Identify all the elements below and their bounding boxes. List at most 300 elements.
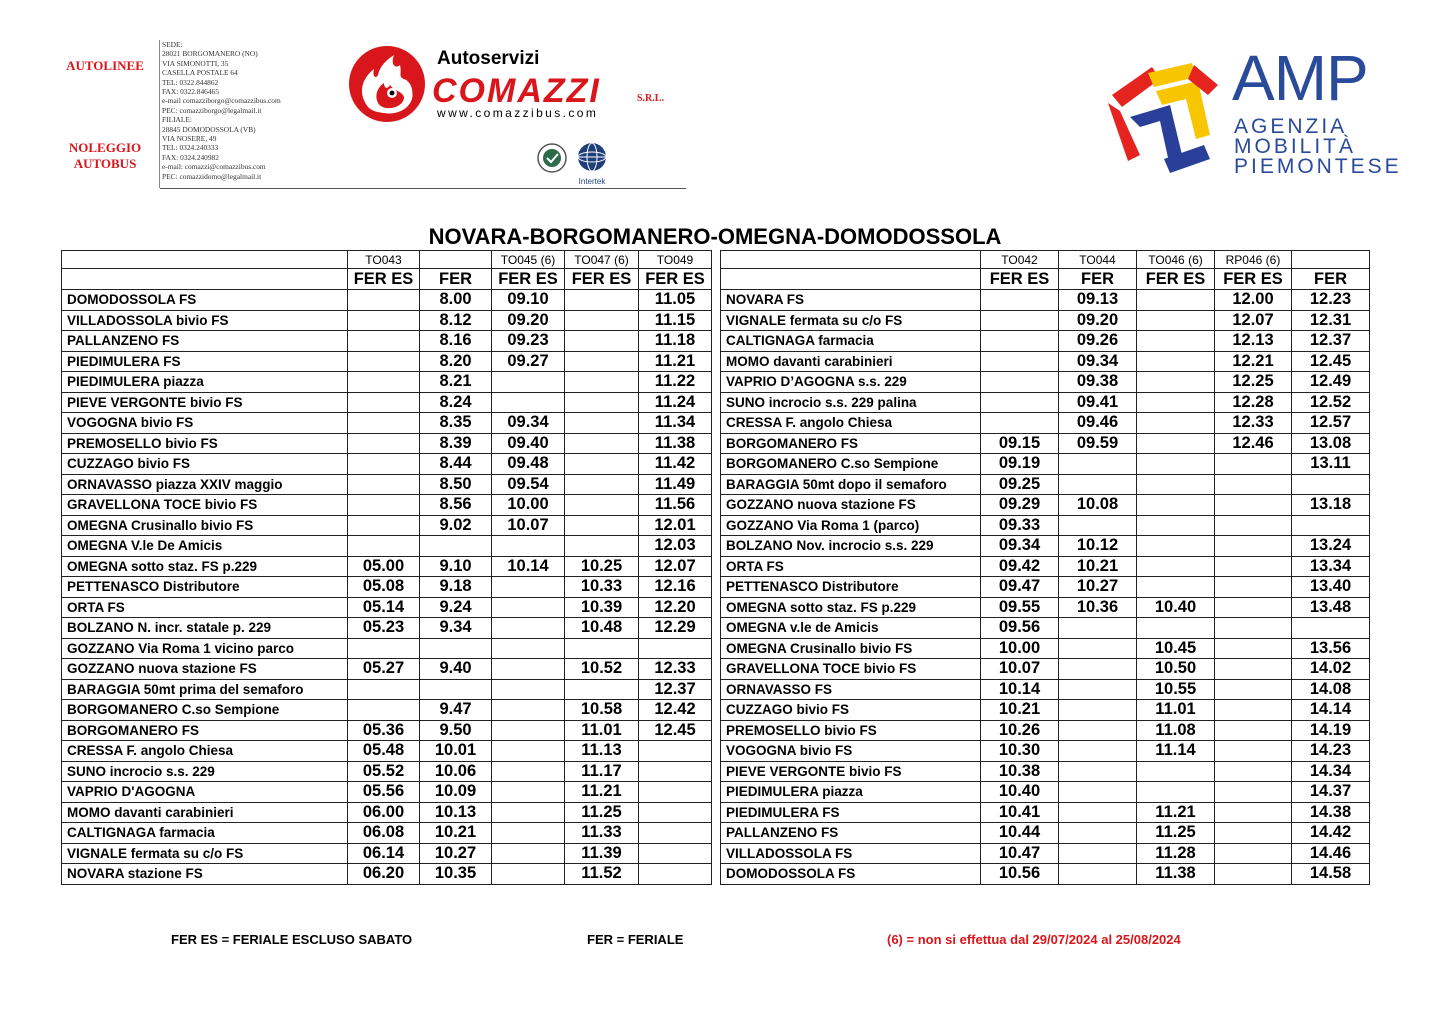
departure-time	[348, 331, 420, 352]
departure-time	[1215, 556, 1292, 577]
stop-name: BARAGGIA 50mt dopo il semaforo	[721, 474, 981, 495]
stop-name: BORGOMANERO C.so Sempione	[62, 700, 348, 721]
departure-time: 09.20	[492, 310, 565, 331]
departure-time: 10.44	[981, 823, 1059, 844]
stop-name: OMEGNA sotto staz. FS p.229	[721, 597, 981, 618]
departure-time	[981, 310, 1059, 331]
departure-time	[639, 741, 712, 762]
departure-time: 09.10	[492, 290, 565, 311]
departure-time: 9.40	[420, 659, 492, 680]
departure-time: 10.14	[492, 556, 565, 577]
table-row	[62, 495, 712, 516]
departure-time: 11.34	[639, 413, 712, 434]
departure-time: 06.14	[348, 843, 420, 864]
stop-header-blank	[62, 269, 348, 290]
departure-time: 10.26	[981, 720, 1059, 741]
departure-time: 13.48	[1292, 597, 1370, 618]
stop-name: ORTA FS	[62, 597, 348, 618]
departure-time	[492, 782, 565, 803]
departure-time: 14.34	[1292, 761, 1370, 782]
departure-time: 10.13	[420, 802, 492, 823]
departure-time	[492, 720, 565, 741]
company-services	[50, 40, 160, 190]
departure-time: 09.40	[492, 433, 565, 454]
departure-time	[492, 864, 565, 885]
departure-time: 11.38	[1137, 864, 1215, 885]
stop-name: OMEGNA Crusinallo bivio FS	[62, 515, 348, 536]
stop-name: BORGOMANERO C.so Sempione	[721, 454, 981, 475]
table-row	[62, 454, 712, 475]
departure-time	[1215, 515, 1292, 536]
departure-time	[1137, 372, 1215, 393]
stop-name: PIEDIMULERA piazza	[721, 782, 981, 803]
table-row	[721, 433, 1370, 454]
departure-time: 11.01	[1137, 700, 1215, 721]
address-line: 28845 DOMODOSSOLA (VB)	[162, 124, 256, 134]
stop-name: OMEGNA Crusinallo bivio FS	[721, 638, 981, 659]
departure-time	[1137, 577, 1215, 598]
departure-time	[565, 536, 639, 557]
departure-time: 10.21	[981, 700, 1059, 721]
stop-name: PIEVE VERGONTE bivio FS	[62, 392, 348, 413]
table-row	[721, 597, 1370, 618]
departure-time: 06.20	[348, 864, 420, 885]
stop-name: PALLANZENO FS	[721, 823, 981, 844]
departure-time: 05.23	[348, 618, 420, 639]
stop-header-blank	[62, 251, 348, 269]
stop-name: VILLADOSSOLA bivio FS	[62, 310, 348, 331]
departure-time: 05.27	[348, 659, 420, 680]
departure-time	[1215, 495, 1292, 516]
table-row	[721, 700, 1370, 721]
departure-time	[1137, 351, 1215, 372]
table-row	[62, 372, 712, 393]
stop-name: CRESSA F. angolo Chiesa	[62, 741, 348, 762]
departure-time	[1059, 659, 1137, 680]
departure-time	[1059, 782, 1137, 803]
departure-time: 14.38	[1292, 802, 1370, 823]
departure-time	[1215, 577, 1292, 598]
table-row	[62, 433, 712, 454]
departure-time: 10.25	[565, 556, 639, 577]
stop-name: PETTENASCO Distributore	[62, 577, 348, 598]
departure-time: 12.16	[639, 577, 712, 598]
departure-time: 10.21	[1059, 556, 1137, 577]
departure-time	[1137, 618, 1215, 639]
departure-time: 10.56	[981, 864, 1059, 885]
autobus-label: AUTOBUS	[73, 156, 137, 171]
table-row	[62, 823, 712, 844]
departure-time: 09.27	[492, 351, 565, 372]
stop-name: PIEDIMULERA FS	[721, 802, 981, 823]
departure-time: 09.41	[1059, 392, 1137, 413]
stop-name: CALTIGNAGA farmacia	[62, 823, 348, 844]
departure-time	[1215, 700, 1292, 721]
departure-time: 10.06	[420, 761, 492, 782]
stop-name: ORNAVASSO FS	[721, 679, 981, 700]
day-type: FER	[1059, 269, 1137, 290]
departure-time	[1215, 659, 1292, 680]
departure-time: 10.58	[565, 700, 639, 721]
address-line: TEL: 0324.240333	[162, 143, 219, 153]
address-line: SEDE:	[162, 40, 183, 49]
departure-time	[348, 351, 420, 372]
departure-time: 10.40	[1137, 597, 1215, 618]
departure-time: 10.41	[981, 802, 1059, 823]
table-row	[721, 392, 1370, 413]
departure-time: 09.48	[492, 454, 565, 475]
departure-time: 05.36	[348, 720, 420, 741]
departure-time	[1059, 823, 1137, 844]
departure-time	[348, 392, 420, 413]
departure-time	[1215, 638, 1292, 659]
table-row	[62, 474, 712, 495]
departure-time	[981, 351, 1059, 372]
departure-time: 14.23	[1292, 741, 1370, 762]
departure-time	[1215, 679, 1292, 700]
departure-time: 10.52	[565, 659, 639, 680]
stop-name: MOMO davanti carabinieri	[721, 351, 981, 372]
stop-name: GRAVELLONA TOCE bivio FS	[721, 659, 981, 680]
departure-time	[565, 392, 639, 413]
departure-time	[420, 679, 492, 700]
departure-time: 09.47	[981, 577, 1059, 598]
departure-time	[981, 413, 1059, 434]
departure-time: 11.17	[565, 761, 639, 782]
departure-time	[1059, 474, 1137, 495]
departure-time: 12.23	[1292, 290, 1370, 311]
address-line: FILIALE:	[162, 115, 192, 125]
departure-time: 14.19	[1292, 720, 1370, 741]
departure-time: 11.52	[565, 864, 639, 885]
departure-time	[1137, 433, 1215, 454]
departure-time: 9.47	[420, 700, 492, 721]
intertek-cert-icon	[574, 142, 610, 186]
departure-time	[565, 331, 639, 352]
stop-name: GOZZANO Via Roma 1 (parco)	[721, 515, 981, 536]
table-row	[721, 761, 1370, 782]
departure-time: 05.56	[348, 782, 420, 803]
run-code: TO045 (6)	[492, 251, 565, 269]
departure-time: 11.33	[565, 823, 639, 844]
departure-time: 10.27	[420, 843, 492, 864]
departure-time	[639, 802, 712, 823]
departure-time: 8.12	[420, 310, 492, 331]
stop-name: VAPRIO D'AGOGNA	[62, 782, 348, 803]
intertek-label: Intertek	[578, 177, 606, 186]
stop-name: BARAGGIA 50mt prima del semaforo	[62, 679, 348, 700]
departure-time: 06.00	[348, 802, 420, 823]
departure-time: 12.13	[1215, 331, 1292, 352]
table-row	[62, 290, 712, 311]
departure-time	[1215, 741, 1292, 762]
run-code: TO047 (6)	[565, 251, 639, 269]
stop-name: PIEDIMULERA FS	[62, 351, 348, 372]
departure-time	[492, 843, 565, 864]
departure-time: 12.29	[639, 618, 712, 639]
departure-time: 09.33	[981, 515, 1059, 536]
departure-time: 11.22	[639, 372, 712, 393]
table-row	[721, 454, 1370, 475]
departure-time	[492, 761, 565, 782]
departure-time	[492, 700, 565, 721]
table-row	[721, 413, 1370, 434]
address-line: CASELLA POSTALE 64	[162, 68, 238, 78]
departure-time: 12.52	[1292, 392, 1370, 413]
departure-time	[492, 597, 565, 618]
timetable-right	[720, 250, 1370, 885]
departure-time: 10.08	[1059, 495, 1137, 516]
departure-time: 11.49	[639, 474, 712, 495]
departure-time	[348, 310, 420, 331]
departure-time: 8.21	[420, 372, 492, 393]
departure-time: 10.07	[492, 515, 565, 536]
departure-time	[348, 474, 420, 495]
departure-time: 10.50	[1137, 659, 1215, 680]
departure-time: 14.02	[1292, 659, 1370, 680]
departure-time: 10.01	[420, 741, 492, 762]
run-header-row	[62, 251, 712, 269]
table-row	[721, 823, 1370, 844]
route-title: NOVARA-BORGOMANERO-OMEGNA-DOMODOSSOLA	[428, 224, 1002, 249]
departure-time: 09.34	[1059, 351, 1137, 372]
departure-time	[565, 474, 639, 495]
departure-time	[639, 782, 712, 803]
table-row	[62, 392, 712, 413]
legend-fer: FER = FERIALE	[587, 932, 684, 947]
departure-time	[565, 679, 639, 700]
table-row	[62, 720, 712, 741]
stop-name: CUZZAGO bivio FS	[62, 454, 348, 475]
day-type: FER ES	[981, 269, 1059, 290]
departure-time: 14.46	[1292, 843, 1370, 864]
departure-time	[1137, 474, 1215, 495]
table-row	[721, 536, 1370, 557]
table-row	[62, 515, 712, 536]
departure-time	[1215, 864, 1292, 885]
stop-name: GRAVELLONA TOCE bivio FS	[62, 495, 348, 516]
departure-time: 09.42	[981, 556, 1059, 577]
departure-time: 10.45	[1137, 638, 1215, 659]
departure-time	[1137, 761, 1215, 782]
table-row	[721, 720, 1370, 741]
table-row	[721, 679, 1370, 700]
departure-time: 11.14	[1137, 741, 1215, 762]
departure-time	[348, 433, 420, 454]
table-row	[62, 761, 712, 782]
departure-time	[348, 413, 420, 434]
departure-time: 9.34	[420, 618, 492, 639]
stop-name: VAPRIO D’AGOGNA s.s. 229	[721, 372, 981, 393]
address-line: FAX: 0324.240982	[162, 152, 219, 162]
table-row	[62, 556, 712, 577]
departure-time: 8.35	[420, 413, 492, 434]
stop-name: SUNO incrocio s.s. 229 palina	[721, 392, 981, 413]
departure-time: 09.59	[1059, 433, 1137, 454]
table-row	[62, 843, 712, 864]
departure-time: 12.28	[1215, 392, 1292, 413]
departure-time: 11.25	[565, 802, 639, 823]
departure-time: 8.00	[420, 290, 492, 311]
table-row	[721, 495, 1370, 516]
departure-time	[492, 638, 565, 659]
stop-header-blank	[721, 251, 981, 269]
legend-fer-es: FER ES = FERIALE ESCLUSO SABATO	[171, 932, 413, 947]
departure-time: 11.18	[639, 331, 712, 352]
stop-name: GOZZANO nuova stazione FS	[721, 495, 981, 516]
amp-line-3: PIEMONTESE	[1234, 155, 1402, 178]
table-row	[721, 843, 1370, 864]
autoservizi-label: Autoservizi	[437, 48, 540, 69]
table-row	[62, 351, 712, 372]
departure-time	[1059, 741, 1137, 762]
address-line: e-mail comazziborgo@comazzibus.com	[162, 96, 281, 106]
departure-time	[981, 290, 1059, 311]
departure-time: 8.39	[420, 433, 492, 454]
table-row	[62, 536, 712, 557]
departure-time	[1059, 679, 1137, 700]
departure-time	[1215, 536, 1292, 557]
departure-time: 11.21	[565, 782, 639, 803]
address-line: FAX: 0322.846465	[162, 87, 219, 97]
comazzi-flame-logo	[348, 45, 426, 123]
header-underline	[160, 188, 686, 189]
departure-time: 11.08	[1137, 720, 1215, 741]
run-code: TO044	[1059, 251, 1137, 269]
departure-time: 12.01	[639, 515, 712, 536]
table-row	[62, 802, 712, 823]
table-row	[721, 331, 1370, 352]
departure-time	[1137, 454, 1215, 475]
departure-time: 12.57	[1292, 413, 1370, 434]
departure-time	[1137, 495, 1215, 516]
run-code: TO046 (6)	[1137, 251, 1215, 269]
departure-time: 12.45	[1292, 351, 1370, 372]
table-row	[721, 310, 1370, 331]
table-row	[62, 310, 712, 331]
departure-time	[1215, 618, 1292, 639]
departure-time	[1059, 638, 1137, 659]
stop-name: CUZZAGO bivio FS	[721, 700, 981, 721]
stop-name: SUNO incrocio s.s. 229	[62, 761, 348, 782]
departure-time: 8.50	[420, 474, 492, 495]
departure-time	[981, 331, 1059, 352]
departure-time: 9.02	[420, 515, 492, 536]
departure-time: 11.05	[639, 290, 712, 311]
departure-time	[1137, 392, 1215, 413]
stop-name: VIGNALE fermata su c/o FS	[721, 310, 981, 331]
departure-time: 11.21	[639, 351, 712, 372]
stop-header-blank	[721, 269, 981, 290]
departure-time	[639, 843, 712, 864]
departure-time: 11.39	[565, 843, 639, 864]
address-line: VIA SIMONOTTI, 35	[162, 58, 229, 68]
departure-time: 12.37	[1292, 331, 1370, 352]
departure-time	[348, 454, 420, 475]
departure-time	[1137, 413, 1215, 434]
departure-time: 09.34	[492, 413, 565, 434]
table-row	[721, 802, 1370, 823]
stop-name: PIEDIMULERA piazza	[62, 372, 348, 393]
departure-time: 13.34	[1292, 556, 1370, 577]
stop-name: VOGOGNA bivio FS	[721, 741, 981, 762]
table-row	[721, 351, 1370, 372]
departure-time	[1059, 454, 1137, 475]
table-row	[62, 864, 712, 885]
departure-time	[492, 823, 565, 844]
departure-time: 09.29	[981, 495, 1059, 516]
departure-time	[348, 495, 420, 516]
stop-name: CALTIGNAGA farmacia	[721, 331, 981, 352]
departure-time	[492, 659, 565, 680]
address-line: PEC: comazzidomo@legalmail.it	[162, 171, 262, 181]
departure-time: 10.12	[1059, 536, 1137, 557]
day-type-row	[62, 269, 712, 290]
departure-time: 10.09	[420, 782, 492, 803]
stop-name: GOZZANO nuova stazione FS	[62, 659, 348, 680]
amp-line-1: AGENZIA	[1234, 115, 1348, 138]
departure-time: 10.39	[565, 597, 639, 618]
departure-time: 13.08	[1292, 433, 1370, 454]
address-line: PEC: comazziborgo@legalmail.it	[162, 105, 262, 115]
departure-time: 14.58	[1292, 864, 1370, 885]
departure-time	[1137, 556, 1215, 577]
stop-name: VILLADOSSOLA FS	[721, 843, 981, 864]
departure-time: 12.07	[1215, 310, 1292, 331]
address-line: VIA NOSERE, 49	[162, 134, 217, 144]
departure-time	[1137, 331, 1215, 352]
run-code: RP046 (6)	[1215, 251, 1292, 269]
departure-time	[981, 392, 1059, 413]
departure-time: 10.38	[981, 761, 1059, 782]
departure-time: 10.21	[420, 823, 492, 844]
departure-time: 09.23	[492, 331, 565, 352]
stop-name: PETTENASCO Distributore	[721, 577, 981, 598]
departure-time	[565, 638, 639, 659]
departure-time	[1137, 310, 1215, 331]
departure-time	[565, 413, 639, 434]
departure-time: 09.25	[981, 474, 1059, 495]
stop-name: DOMODOSSOLA FS	[62, 290, 348, 311]
departure-time: 10.27	[1059, 577, 1137, 598]
website-link[interactable]: www.comazzibus.com	[437, 106, 599, 120]
departure-time: 10.35	[420, 864, 492, 885]
stop-name: MOMO davanti carabinieri	[62, 802, 348, 823]
header-divider	[159, 40, 160, 188]
stop-name: CRESSA F. angolo Chiesa	[721, 413, 981, 434]
day-type: FER ES	[1215, 269, 1292, 290]
day-type: FER ES	[565, 269, 639, 290]
stop-name: NOVARA FS	[721, 290, 981, 311]
departure-time: 12.20	[639, 597, 712, 618]
departure-time: 13.56	[1292, 638, 1370, 659]
departure-time: 05.48	[348, 741, 420, 762]
table-row	[62, 679, 712, 700]
departure-time: 09.34	[981, 536, 1059, 557]
departure-time	[348, 290, 420, 311]
departure-time	[1215, 802, 1292, 823]
departure-time: 12.03	[639, 536, 712, 557]
departure-time	[1137, 536, 1215, 557]
departure-time: 9.18	[420, 577, 492, 598]
timetable-left	[61, 250, 712, 885]
table-row	[721, 782, 1370, 803]
table-row	[62, 331, 712, 352]
day-type: FER ES	[1137, 269, 1215, 290]
departure-time	[420, 536, 492, 557]
table-row	[721, 290, 1370, 311]
departure-time: 8.16	[420, 331, 492, 352]
